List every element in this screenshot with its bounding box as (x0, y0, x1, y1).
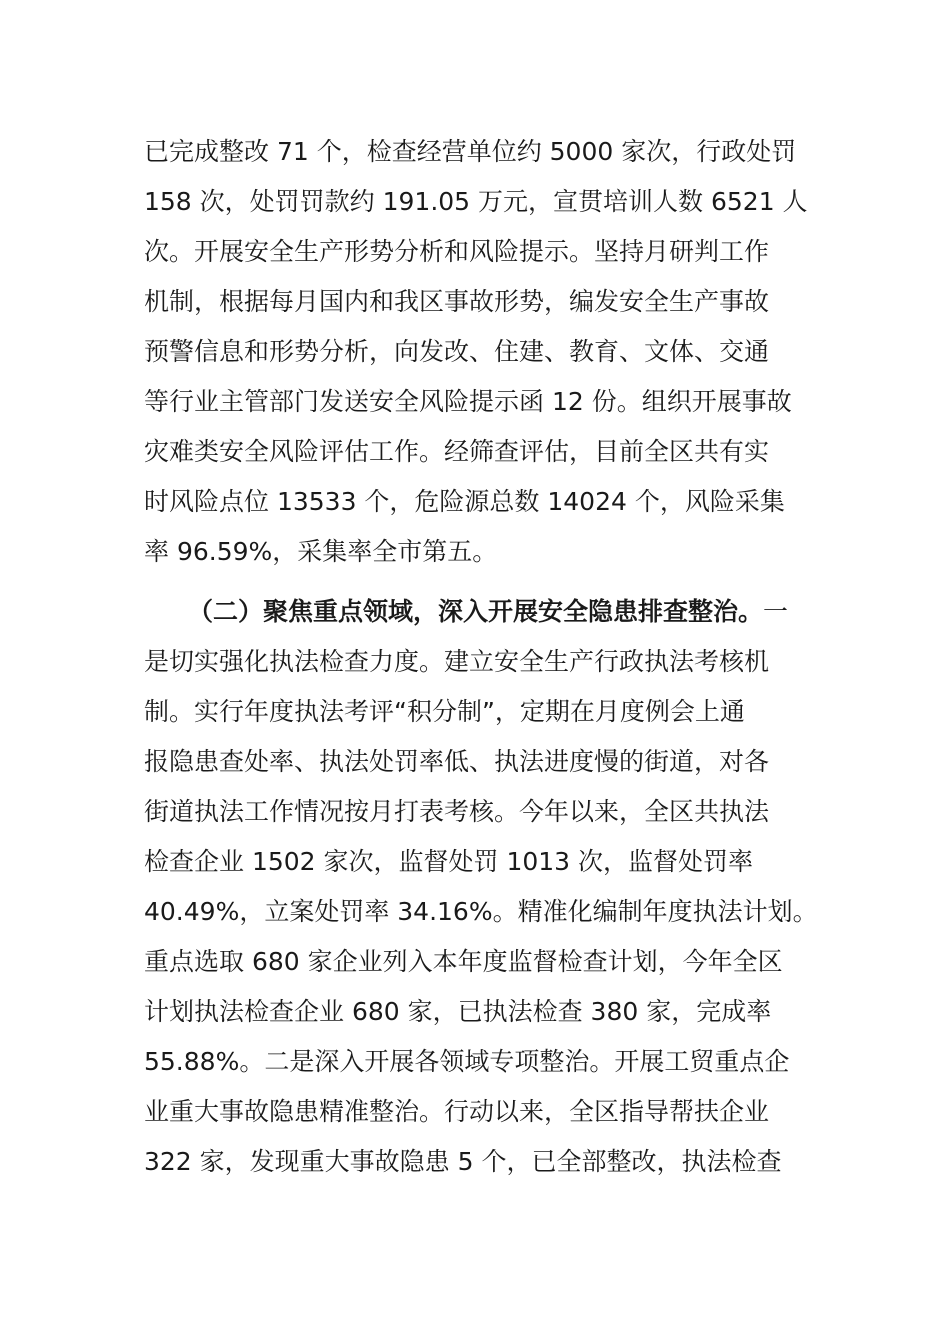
paragraph-first-line (188, 592, 788, 632)
paragraph-line: 业重大事故隐患精准整治。行动以来，全区指导帮扶企业 (144, 1097, 770, 1126)
paragraph-line: 等行业主管部门发送安全风险提示函 12 份。组织开展事故 (144, 387, 792, 416)
paragraph-line: 检查企业 1502 家次，监督处罚 1013 次，监督处罚率 (144, 847, 754, 876)
paragraph-line: 时风险点位 13533 个，危险源总数 14024 个，风险采集 (144, 487, 785, 516)
heading-tail-text: 一 (763, 597, 789, 626)
section-heading: （二）聚焦重点领域，深入开展安全隐患排查整治。 (188, 597, 764, 626)
paragraph-line: 已完成整改 71 个，检查经营单位约 5000 家次，行政处罚 (144, 137, 797, 166)
paragraph-line: 率 96.59%，采集率全市第五。 (144, 537, 498, 566)
paragraph-line: 重点选取 680 家企业列入本年度监督检查计划，今年全区 (144, 947, 783, 976)
paragraph-line: 计划执法检查企业 680 家，已执法检查 380 家，完成率 (144, 997, 772, 1026)
paragraph-line: 报隐患查处率、执法处罚率低、执法进度慢的街道，对各 (144, 747, 770, 776)
paragraph-line: 158 次，处罚罚款约 191.05 万元，宣贯培训人数 6521 人 (144, 187, 808, 216)
paragraph-line: 制。实行年度执法考评“积分制”，定期在月度例会上通 (144, 697, 745, 726)
paragraph-line: 预警信息和形势分析，向发改、住建、教育、文体、交通 (144, 337, 770, 366)
paragraph-line: 次。开展安全生产形势分析和风险提示。坚持月研判工作 (144, 237, 770, 266)
paragraph-line: 街道执法工作情况按月打表考核。今年以来，全区共执法 (144, 797, 770, 826)
paragraph-line: 322 家，发现重大事故隐患 5 个，已全部整改，执法检查 (144, 1147, 782, 1176)
paragraph-line: 55.88%。二是深入开展各领域专项整治。开展工贸重点企 (144, 1047, 790, 1076)
paragraph-line: 灾难类安全风险评估工作。经筛查评估，目前全区共有实 (144, 437, 770, 466)
paragraph-line: 是切实强化执法检查力度。建立安全生产行政执法考核机 (144, 647, 770, 676)
paragraph-line: 40.49%，立案处罚率 34.16%。精准化编制年度执法计划。 (144, 897, 818, 926)
paragraph-line: 机制，根据每月国内和我区事故形势，编发安全生产事故 (144, 287, 770, 316)
